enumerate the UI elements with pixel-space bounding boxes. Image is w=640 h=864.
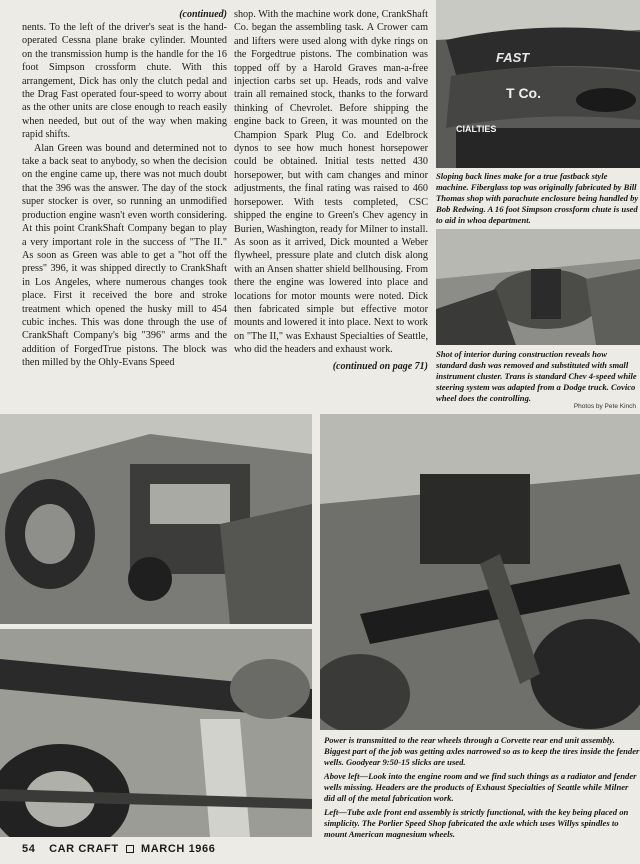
photo-front-chassis: [0, 629, 312, 837]
page-number: 54: [22, 843, 36, 855]
photo-engine-bay: [0, 414, 312, 624]
car-lettering: CIALTIES: [456, 124, 497, 134]
photo-rear-end: [320, 414, 640, 730]
caption-rear-end: Power is transmitted to the rear wheels through a Corvette rear end unit assembly. Biggest part of the job was getting axles narrowed so as to keep the tires inside the fender wells. Goodyear 9:50-15 slicks are used.: [324, 735, 640, 767]
separator-box-icon: [126, 845, 134, 853]
photo-credit: Photos by Pete Kinch: [573, 403, 636, 410]
continued-label: (continued): [179, 9, 227, 20]
issue-date: MARCH 1966: [140, 843, 216, 855]
caption-rear-group: [324, 735, 640, 840]
caption-left: Left—Tube axle front end assembly is strictly functional, with the key being placed on simplicity. The Porlier Speed Shop fabricated the axle which uses Willys spindles to mount American magnesium wheels.: [324, 807, 629, 839]
photo-interior: [436, 229, 640, 345]
magazine-name: CAR CRAFT: [49, 843, 119, 855]
article-column-2: [234, 8, 428, 373]
continued-on-label: (continued on page 71): [332, 360, 428, 372]
article-paragraph: Alan Green was bound and determined not to take a back seat to anybody, so when the decision on the engine came up, there was not much doubt that the 396 was the answer. The day of the stock super stocker is over, so running an unmodified production engine wasn't even worth considering. At this point CrankShaft Company began to play a very important role in the success of "The II." As soon as Green was able to get a "hot off the press" 396, it was shipped directly to CrankShaft in Los Angeles, where numerous changes took place. First it received the bore and stroke treatment which opened the husky mill to 454 cubic inches. This was done through the use of CrankShaft Company's big "396" arms and the addition of ForgedTrue pistons. The block was then milled by the Ohly-Evans Speed: [22, 142, 227, 369]
article-column-1: [22, 8, 227, 370]
caption-above-left: Above left—Look into the engine room and we find such things as a radiator and fender wells missing. Headers are the products of Exhaust Specialties of Seattle while Milner did all of the metal fabrication work.: [324, 771, 637, 803]
caption-interior: Shot of interior during construction reveals how standard dash was removed and substituted with small instrument cluster. Trans is standard Chev 4-speed while steering system was adapted from a Dodge truck. Covico wheel does the controlling.: [436, 349, 637, 403]
car-lettering: FAST: [496, 50, 530, 65]
article-paragraph: nents. To the left of the driver's seat is the hand-operated Cessna plane brake cylinder. Mounted on the transmission hump is the handle for the 16 foot Simpson crossform chute. With this arrangement, Dick has only the clutch pedal and the Drag Fast operated four-speed to worry about as the other units are close enough to reach easily when needed, but out of the way when making rapid shifts.: [22, 22, 227, 141]
photo-car-rear: [436, 0, 640, 168]
caption-car: Sloping back lines make for a true fastback style machine. Fiberglass top was originally fabricated by Bill Thomas shop with parachute enclosure being handled by Bob Redwing. A 16 foot Simpson crossform chute is used to aid in whoa department.: [436, 171, 639, 225]
page-footer: [22, 843, 225, 855]
car-lettering: T Co.: [506, 85, 541, 101]
article-paragraph: shop. With the machine work done, CrankShaft Co. began the assembling task. A Crower cam and lifters were used along with dyke rings on the Forgedtrue pistons. The combination was topped off by a Harold Graves man-a-free injection carbs set up. Heads, rods and valve train all remained stock, thanks to the forward thinking of Chevrolet. Before shipping the engine back to Green, it was mounted on the Champion Spark Plug Co. and Edelbrock dynos to see how much honest horsepower could be obtained. Initial tests netted 430 horsepower, but with cam changes and minor adjustments, the final rating was raised to 460 horsepower. With tests completed, CSC shipped the engine to Green's Chev agency in Burien, Washington, ready for Milner to install. As soon as it arrived, Dick mounted a Weber flywheel, pressure plate and clutch disk along with an Ansen shatter shield bellhousing. From there the engine was lowered into place and locations for motor mounts were noted. Dick then fabricated simple but effective motor mounts and lowered it into place. Next to work on "The II," was Exhaust Specialties of Seattle, who did the headers and exhaust work.: [234, 9, 428, 356]
